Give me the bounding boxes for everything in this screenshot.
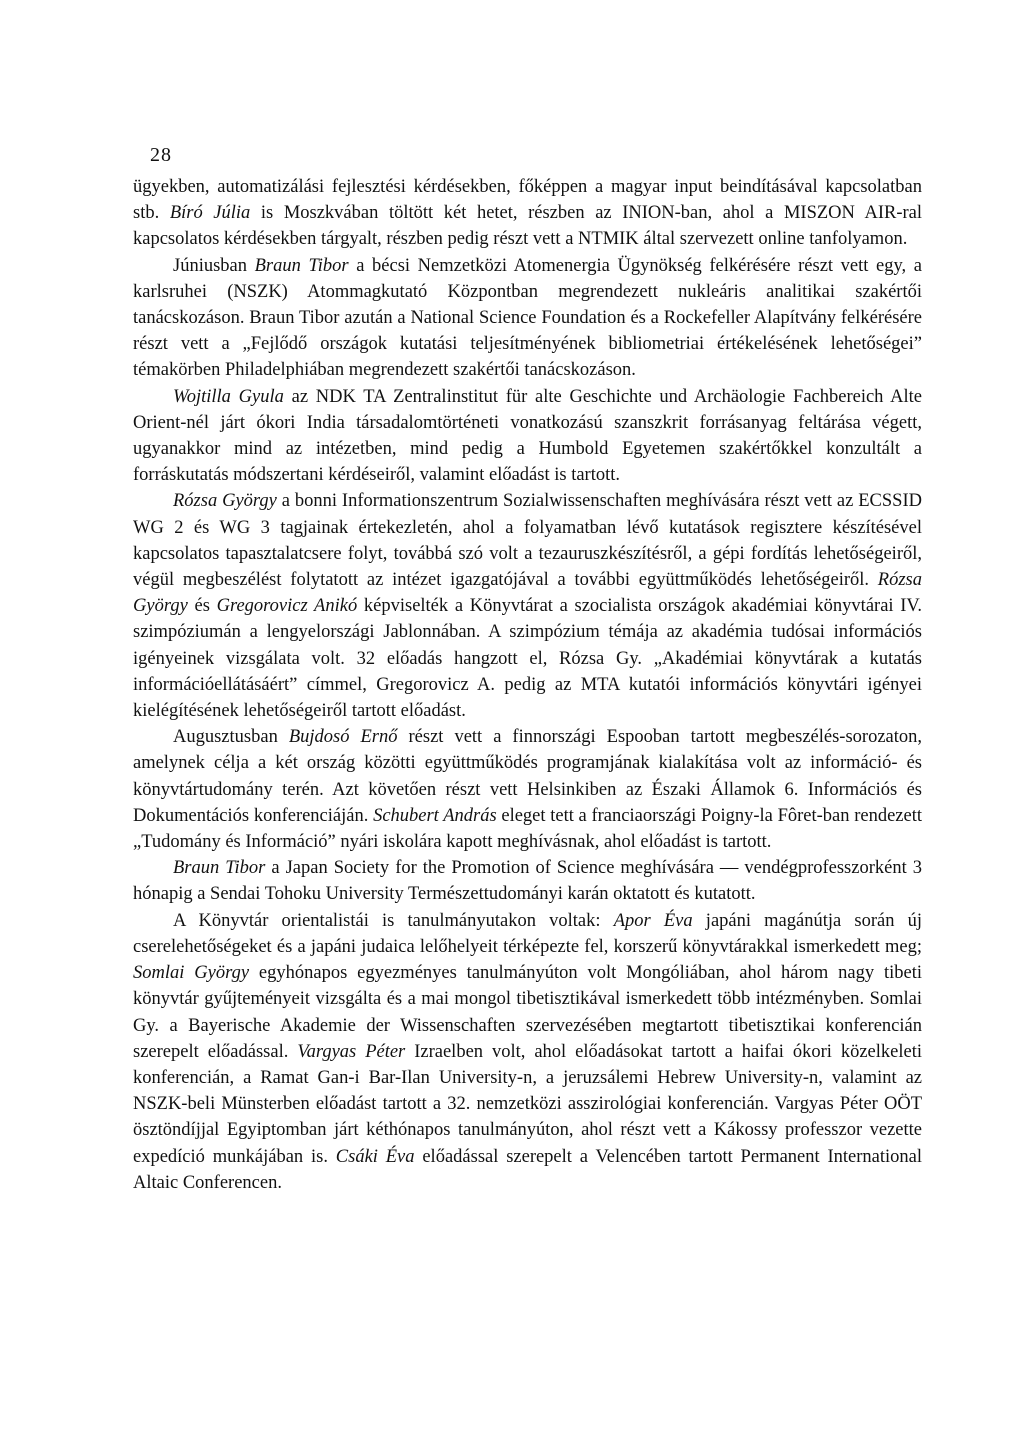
- text-run: a bécsi Nemzetközi Atomenergia Ügynökség felkérésére részt vett egy, a karlsruhei (NSZK) Atommagkutató Központban megrendezett nukleáris analitikai szakértői tanácskozáson. Braun Tibor azután a National Science Foundation és a Rockefeller Alapítvány felkérésére részt vett a „Fejlődő országok kutatási teljesítményének bibliometriai értékelésének lehetőségei” témakörben Philadelphiában megrendezett szakértői tanácskozáson.: [133, 255, 923, 381]
- person-name: Braun Tibor: [173, 858, 266, 879]
- paragraph-1: [133, 174, 922, 253]
- text-run: japáni magánútja során új cserelehetőségeket és a japáni judaica lelőhelyeit térképezte fel, korszerű könyvtárakkal ismerkedett meg;: [133, 910, 923, 957]
- person-name: Schubert András: [373, 805, 497, 826]
- paragraph-3: [133, 384, 922, 489]
- text-run: a bonni Informationszentrum Sozialwissenschaften meghívására részt vett az ECSSID WG 2 és WG 3 tagjainak értekezletén, ahol a folyamatban lévő kutatások regisztere készítésével kapcsolatos tapasztalatcsere folyt, továbbá szó volt a tezauruszkészítésről, a gépi fordítás lehetőségeiről, végül megbeszélést folytatott az intézet igazgatójával a további együttműködés lehetőségeiről.: [133, 491, 922, 591]
- text-run: Augusztusban: [173, 727, 289, 748]
- text-run: Izraelben volt, ahol előadásokat tartott a haifai ókori közelkeleti konferencián, a Ramat Gan-i Bar-Ilan University-n, a jeruzsálemi Hebrew University-n, valamint az NSZK-beli Münsterben előadást tartott a 32. nemzetközi asszirológiai konferencián. Vargyas Péter OÖT ösztöndíjjal Egyiptomban járt kéthónapos tanulmányúton, ahol részt vett a Kákossy professzor vezette expedíció munkájában is.: [133, 1041, 922, 1167]
- person-name: Rózsa György: [173, 491, 277, 512]
- text-run: ügyekben, automatizálási fejlesztési kérdésekben, főképpen a magyar input beindításával kapcsolatban stb.: [133, 177, 922, 224]
- text-run: is Moszkvában töltött két hetet, részben az INION-ban, ahol a MISZON AIR-ral kapcsolatos kérdésekben tárgyalt, részben pedig részt vett a NTMIK által szervezett online tanfolyamon.: [133, 203, 922, 250]
- person-name: Vargyas Péter: [297, 1041, 406, 1062]
- text-run: képviselték a Könyvtárat a szocialista országok akadémiai könyvtárai IV. szimpóziumán a lengyelországi Jablonnában. A szimpózium témája az akadémia tudósai információs igényeinek vizsgálata volt. 32 előadás hangzott el, Rózsa Gy. „Akadémiai könyvtárak a kutatás információellátásáért” címmel, Gregorovicz A. pedig az MTA kutatói információs könyvtári igényei kielégítésének lehetőségeiről tartott előadást.: [133, 596, 922, 722]
- text-run: az NDK TA Zentralinstitut für alte Geschichte und Archäologie Fachbereich Alte Orient-nél járt ókori India társadalomtörténeti vonatkozású szanszkrit forrásanyag feltárása végett, ugyanakkor mind az intézetben, mind pedig a Humbold Egyetemen szakértőkkel konzultált a forráskutatás módszertani kérdéseiről, valamint előadást is tartott.: [133, 386, 922, 486]
- person-name: Wojtilla Gyula: [173, 386, 284, 407]
- person-name: Bíró Júlia: [169, 203, 251, 224]
- person-name: Csáki Éva: [335, 1146, 415, 1167]
- text-run: részt vett a finnországi Espooban tartott megbeszélés-sorozaton, amelynek célja a két ország közötti együttműködés programjának kialakítása volt az információ- és könyvtártudomány terén. Azt követően részt vett Helsinkiben az Északi Államok 6. Információs és Dokumentációs konferenciáján.: [133, 727, 923, 826]
- person-name: Somlai György: [133, 963, 250, 984]
- page-number: 28: [150, 144, 172, 166]
- person-name: Braun Tibor: [254, 255, 349, 276]
- person-name: Bujdosó Ernő: [288, 727, 398, 748]
- person-name: Apor Éva: [613, 910, 693, 931]
- text-run: eleget tett a franciaországi Poigny-la Fôret-ban rendezett „Tudomány és Információ” nyári iskolára kapott meghívásnak, ahol előadást is tartott.: [133, 805, 922, 853]
- text-run: A Könyvtár orientalistái is tanulmányutakon voltak:: [173, 910, 614, 931]
- body-text: [133, 174, 922, 1196]
- text-run: egyhónapos egyezményes tanulmányúton volt Mongóliában, ahol három nagy tibeti könyvtár gyűjteményeit vizsgálta és a mai mongol tibetisztikával ismerkedett több intézményben. Somlai Gy. a Bayerische Akademie der Wissenschaften szervezésében megtartott tibetisztikai konferencián szerepelt előadással.: [133, 963, 923, 1062]
- text-run: előadással szerepelt a Velencében tartott Permanent International Altaic Conferencen.: [133, 1146, 923, 1193]
- person-name: Gregorovicz Anikó: [216, 596, 358, 617]
- text-run: a Japan Society for the Promotion of Science meghívására — vendégprofesszorként 3 hónapig a Sendai Tohoku University Természettudományi karán oktatott és kutatott.: [133, 858, 922, 905]
- paragraph-4: [133, 488, 922, 724]
- paragraph-2: [133, 253, 922, 384]
- paragraph-7: [133, 908, 922, 1196]
- paragraph-5: [133, 724, 922, 855]
- text-run: Júniusban: [173, 255, 255, 276]
- text-run: és: [187, 596, 217, 617]
- person-name: Rózsa György: [133, 570, 922, 617]
- paragraph-6: [133, 855, 922, 907]
